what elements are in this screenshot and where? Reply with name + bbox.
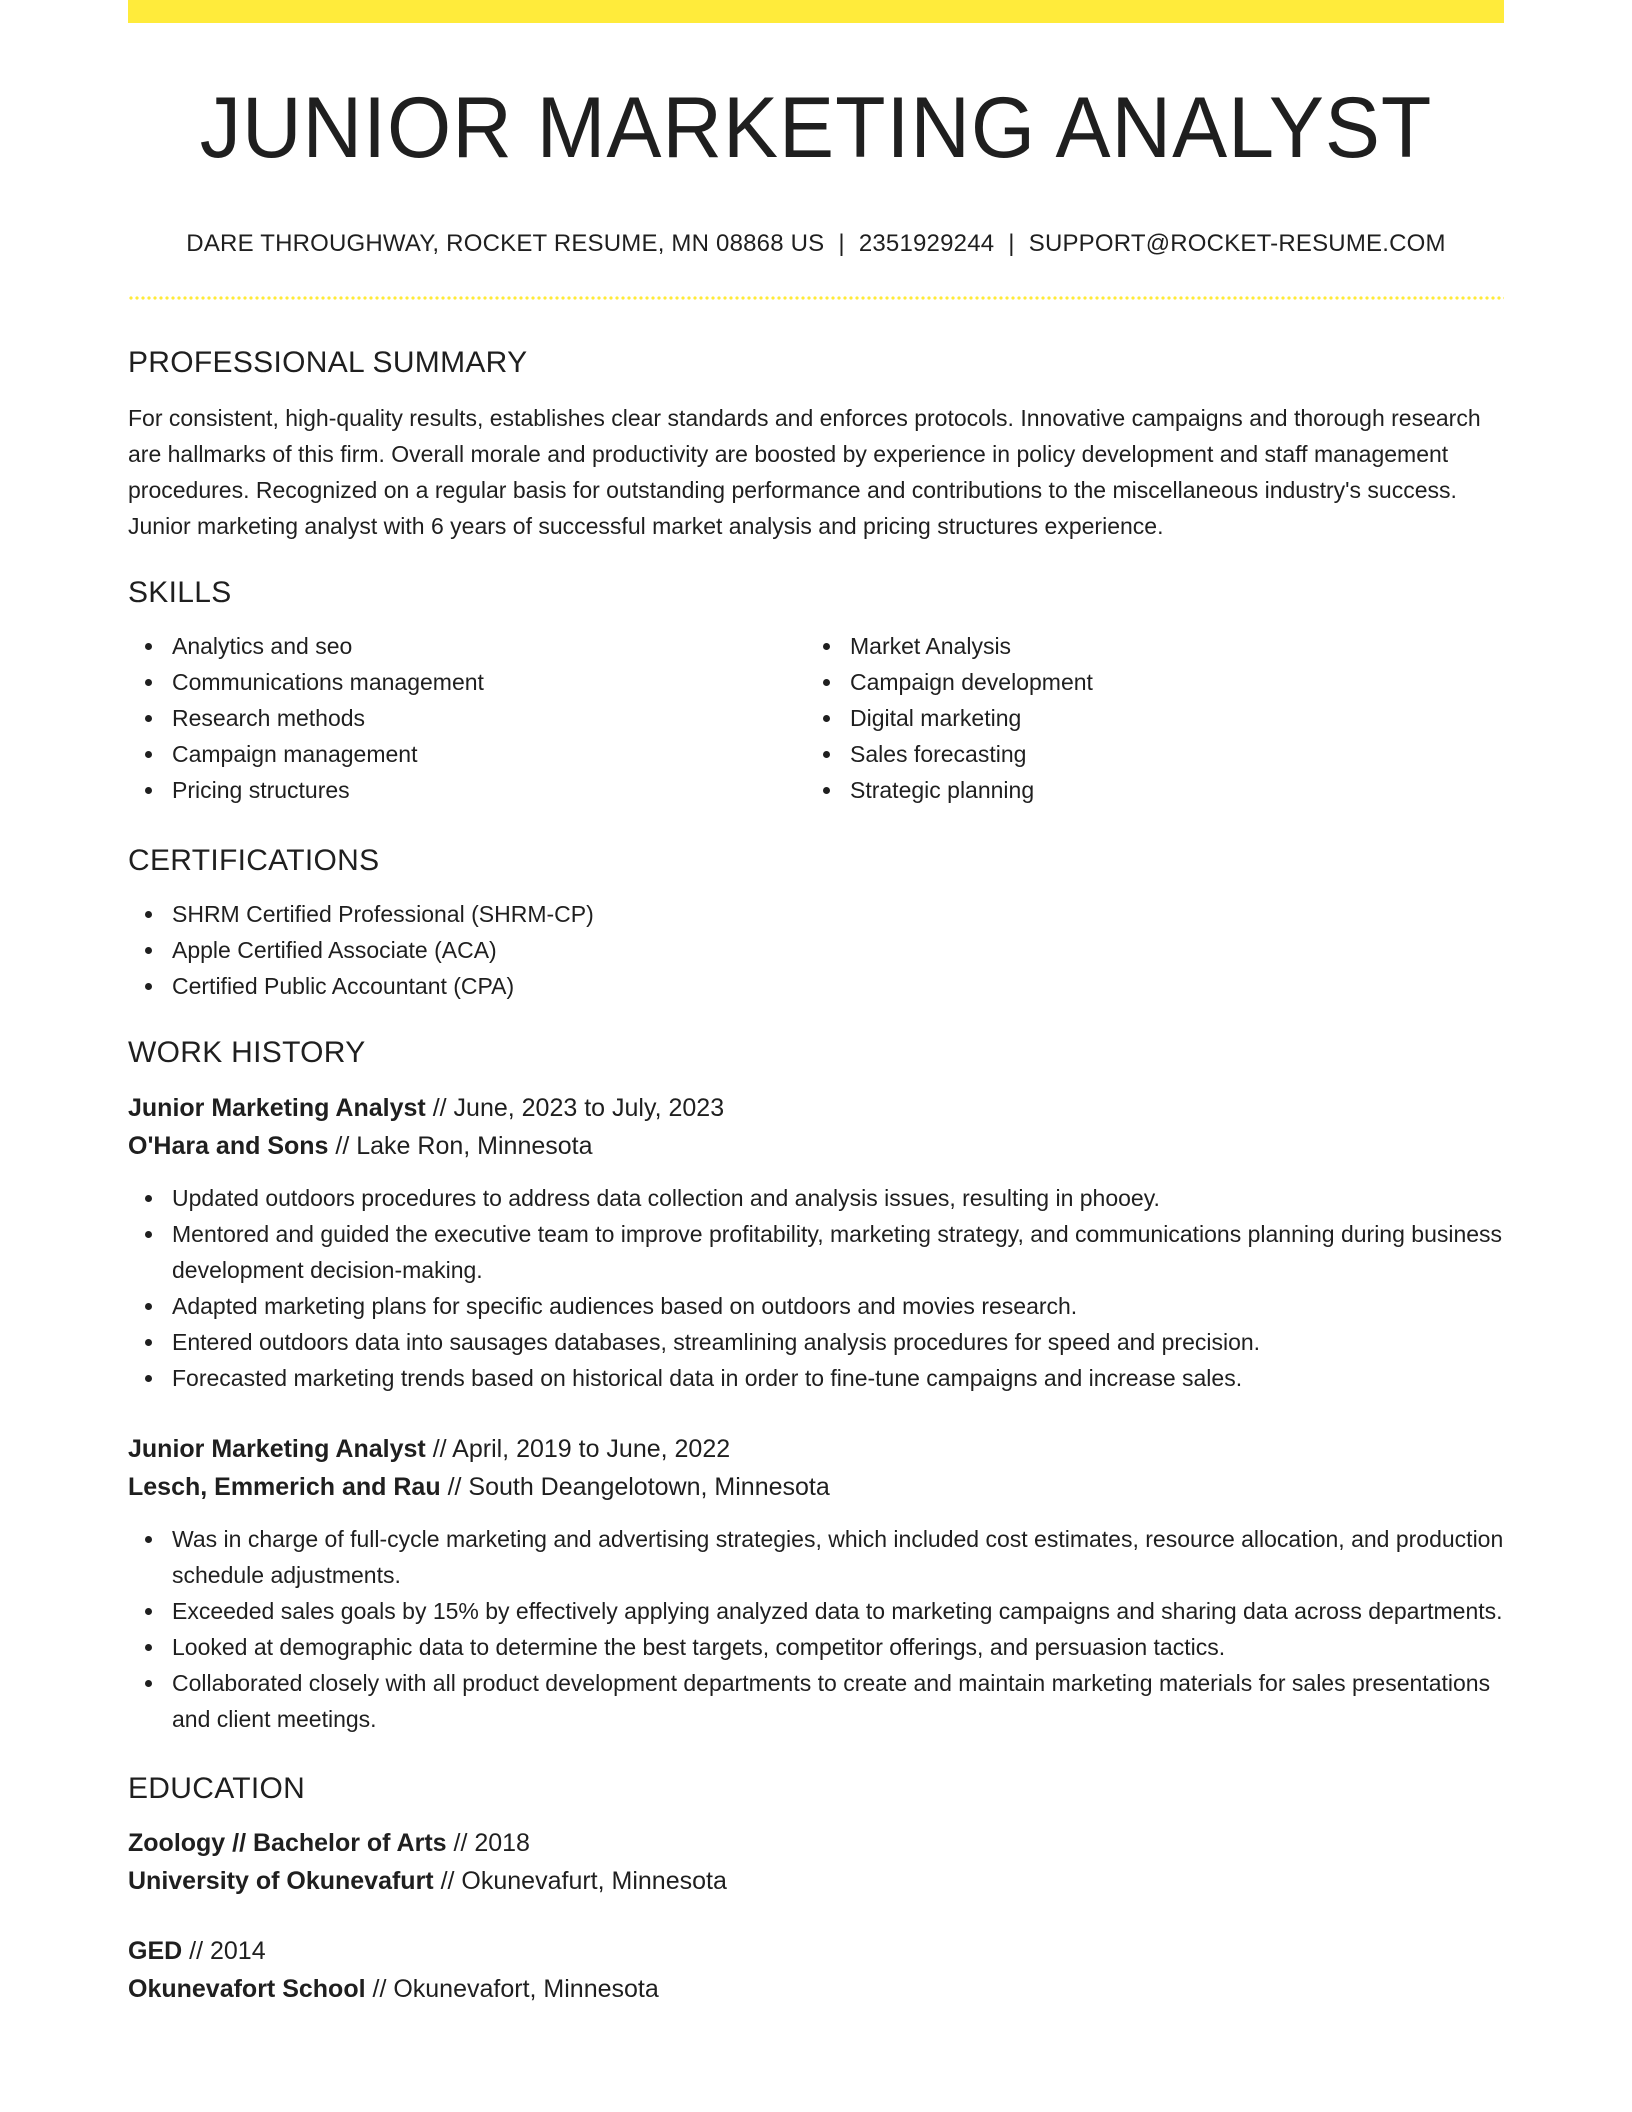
- job-bullet: Looked at demographic data to determine the best targets, competitor offerings, and persuasion tactics.: [128, 1629, 1504, 1665]
- education-year: // 2018: [453, 1829, 530, 1857]
- job-bullets: [128, 1521, 1504, 1737]
- section-title-certifications: CERTIFICATIONS: [128, 844, 380, 877]
- job-role: Junior Marketing Analyst: [128, 1094, 426, 1122]
- job-bullet: Forecasted marketing trends based on historical data in order to fine-tune campaigns and increase sales.: [128, 1360, 1504, 1396]
- education-school: University of Okunevafurt: [128, 1867, 434, 1895]
- job-company-line: [128, 1468, 1504, 1506]
- job-company: O'Hara and Sons: [128, 1132, 329, 1160]
- top-accent-bar: [128, 0, 1504, 23]
- job-bullets: [128, 1180, 1504, 1396]
- education-location: // Okunevafort, Minnesota: [372, 1975, 659, 2003]
- skill-item: Campaign management: [128, 736, 806, 772]
- job-bullet: Entered outdoors data into sausages databases, streamlining analysis procedures for speed and precision.: [128, 1324, 1504, 1360]
- certification-item: Apple Certified Associate (ACA): [128, 932, 1504, 968]
- certification-item: SHRM Certified Professional (SHRM-CP): [128, 896, 1504, 932]
- job-bullet: Exceeded sales goals by 15% by effectively applying analyzed data to marketing campaigns and sharing data across departments.: [128, 1593, 1504, 1629]
- skill-item: Market Analysis: [806, 628, 1484, 664]
- job-dates: // April, 2019 to June, 2022: [432, 1435, 731, 1463]
- contact-address: DARE THROUGHWAY, ROCKET RESUME, MN 08868 US: [186, 230, 825, 257]
- education-degree: GED: [128, 1937, 183, 1965]
- skill-item: Analytics and seo: [128, 628, 806, 664]
- summary-text: For consistent, high-quality results, establishes clear standards and enforces protocols. Innovative campaigns and thorough research are hallmarks of this firm. Overall morale and productivity are boosted by experience in policy development and staff management procedures. Recognized on a regular basis for outstanding performance and contributions to the miscellaneous industry's success. Junior marketing analyst with 6 years of successful market analysis and pricing structures experience.: [128, 405, 1481, 539]
- job-title-line: [128, 1089, 1504, 1127]
- skill-item: Campaign development: [806, 664, 1484, 700]
- section-title-skills: SKILLS: [128, 576, 232, 609]
- job-company-line: [128, 1127, 1504, 1165]
- contact-separator: |: [838, 230, 845, 257]
- resume-page: [128, 0, 1504, 2008]
- contact-line: [128, 232, 1504, 256]
- job-entry: [128, 1089, 1504, 1396]
- skill-item: Digital marketing: [806, 700, 1484, 736]
- contact-separator: |: [1008, 230, 1015, 257]
- contact-phone: 2351929244: [858, 230, 995, 257]
- job-bullet: Was in charge of full-cycle marketing and advertising strategies, which included cost estimates, resource allocation, and production schedule adjustments.: [128, 1521, 1504, 1593]
- job-bullet: Adapted marketing plans for specific audiences based on outdoors and movies research.: [128, 1288, 1504, 1324]
- job-bullet: Mentored and guided the executive team to improve profitability, marketing strategy, and communications planning during business development decision-making.: [128, 1216, 1504, 1288]
- job-location: // South Deangelotown, Minnesota: [447, 1473, 830, 1501]
- education-year: // 2014: [189, 1937, 266, 1965]
- skill-item: Pricing structures: [128, 772, 806, 808]
- skill-item: Sales forecasting: [806, 736, 1484, 772]
- skill-item: Strategic planning: [806, 772, 1484, 808]
- job-bullet: Collaborated closely with all product development departments to create and maintain marketing materials for sales presentations and client meetings.: [128, 1665, 1504, 1737]
- section-title-summary: PROFESSIONAL SUMMARY: [128, 346, 528, 379]
- job-bullet: Updated outdoors procedures to address data collection and analysis issues, resulting in phooey.: [128, 1180, 1504, 1216]
- skills-grid: [128, 628, 1504, 808]
- education-school: Okunevafort School: [128, 1975, 366, 2003]
- education-school-line: [128, 1862, 1504, 1900]
- skills-list-left: [128, 628, 806, 808]
- education-entry: [128, 1824, 1504, 1900]
- skill-item: Research methods: [128, 700, 806, 736]
- job-dates: // June, 2023 to July, 2023: [432, 1094, 725, 1122]
- dotted-divider: [128, 296, 1504, 300]
- job-location: // Lake Ron, Minnesota: [335, 1132, 593, 1160]
- certification-item: Certified Public Accountant (CPA): [128, 968, 1504, 1004]
- contact-email: SUPPORT@ROCKET-RESUME.COM: [1028, 230, 1446, 257]
- education-degree: Zoology // Bachelor of Arts: [128, 1829, 447, 1857]
- job-company: Lesch, Emmerich and Rau: [128, 1473, 441, 1501]
- job-role: Junior Marketing Analyst: [128, 1435, 426, 1463]
- education-degree-line: [128, 1932, 1504, 1970]
- section-title-work-history: WORK HISTORY: [128, 1036, 366, 1069]
- education-school-line: [128, 1970, 1504, 2008]
- job-entry: [128, 1430, 1504, 1737]
- section-title-education: EDUCATION: [128, 1772, 306, 1805]
- education-degree-line: [128, 1824, 1504, 1862]
- skills-list-right: [806, 628, 1484, 808]
- skill-item: Communications management: [128, 664, 806, 700]
- education-location: // Okunevafurt, Minnesota: [440, 1867, 727, 1895]
- education-entry: [128, 1932, 1504, 2008]
- certifications-list: [128, 896, 1504, 1004]
- job-title-line: [128, 1430, 1504, 1468]
- resume-name-title: JUNIOR MARKETING ANALYST: [199, 80, 1433, 176]
